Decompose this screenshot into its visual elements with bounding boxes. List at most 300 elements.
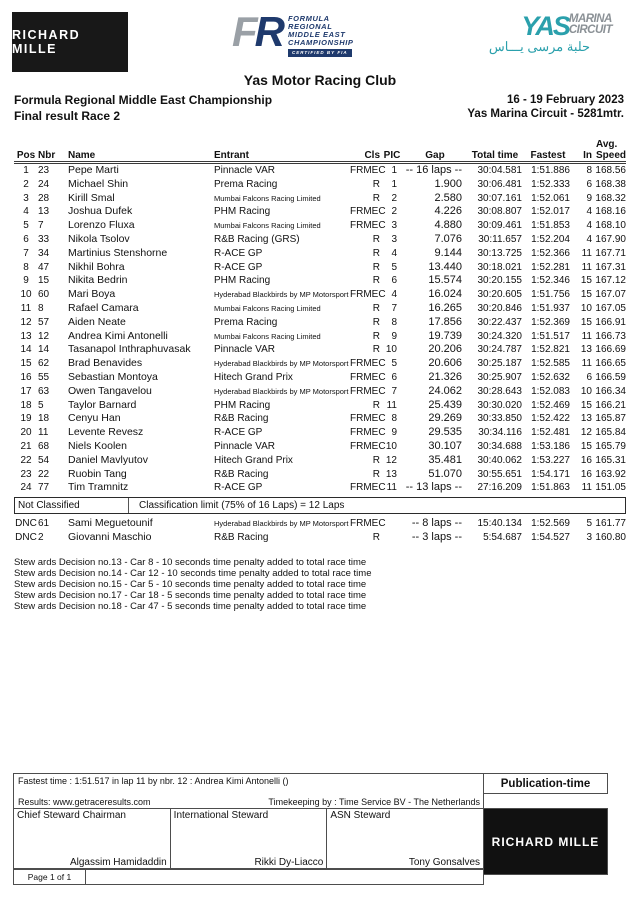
cell-fastest: 1:52.481 xyxy=(531,427,570,439)
cell-gap: 17.856 xyxy=(428,315,462,328)
table-row xyxy=(14,440,626,454)
cell-cls: R xyxy=(372,399,380,411)
cell-in: 15 xyxy=(580,275,592,287)
cell-nbr: 33 xyxy=(38,233,50,245)
cell-total: 30:20.605 xyxy=(477,289,522,301)
cell-pos: 5 xyxy=(23,220,29,232)
cell-name: Martinius Stenshorne xyxy=(68,246,168,259)
cell-nbr: 77 xyxy=(38,482,50,494)
cell-in: 15 xyxy=(580,289,592,301)
cell-speed: 165.84 xyxy=(595,427,626,439)
cell-in: 11 xyxy=(581,358,592,370)
cell-gap: 21.326 xyxy=(428,370,462,383)
cell-total: 30:25.907 xyxy=(477,371,522,383)
cell-total: 30:11.657 xyxy=(478,233,522,245)
stewards-signature-row xyxy=(13,808,484,869)
results-url[interactable]: Results: www.getraceresults.com xyxy=(18,797,151,807)
cell-in: 11 xyxy=(581,482,592,494)
cell-speed: 166.34 xyxy=(595,385,626,397)
cell-name: Nikita Bedrin xyxy=(68,274,128,287)
cell-cls: R xyxy=(372,178,380,190)
cell-entrant: Hitech Grand Prix xyxy=(214,454,293,466)
cell-name: Lorenzo Fluxa xyxy=(68,219,135,232)
richard-mille-footer-text: RICHARD MILLE xyxy=(491,834,600,849)
cell-pos: 23 xyxy=(20,468,32,480)
cell-name: Aiden Neate xyxy=(68,315,126,328)
cell-pos: 2 xyxy=(23,178,29,190)
cell-in: 11 xyxy=(581,261,592,273)
cell-name: Levente Revesz xyxy=(68,426,144,439)
cell-cls: FRMEC xyxy=(350,371,386,383)
cell-pos: 12 xyxy=(20,316,32,328)
cell-pic: 7 xyxy=(391,302,397,314)
cell-entrant: R&B Racing xyxy=(214,531,269,543)
cell-speed: 167.71 xyxy=(595,247,626,259)
cell-name: Daniel Mavlyutov xyxy=(68,453,148,466)
results-header-row xyxy=(14,139,626,163)
cell-fastest: 1:51.756 xyxy=(531,289,570,301)
cell-total: 30:20.155 xyxy=(477,275,522,287)
cell-entrant: PHM Racing xyxy=(214,399,271,411)
cell-fastest: 1:52.632 xyxy=(531,371,570,383)
cell-pic: 4 xyxy=(391,247,397,259)
table-row xyxy=(14,288,626,302)
fr-championship-logo xyxy=(232,8,354,57)
cell-total: 30:25.187 xyxy=(477,358,522,370)
cell-fastest: 1:52.333 xyxy=(531,178,570,190)
cell-speed: 166.21 xyxy=(595,399,626,411)
fr-logo-r-glyph: R xyxy=(254,8,282,55)
yas-logo-arabic-text: حلبة مرسى يـــاس xyxy=(488,39,591,54)
cell-cls: R xyxy=(372,275,380,287)
cell-entrant: Hyderabad Blackbirds by MP Motorsport xyxy=(214,386,349,396)
cell-in: 11 xyxy=(581,247,592,259)
cell-cls: R xyxy=(372,316,380,328)
cell-pic: 10 xyxy=(385,344,397,356)
steward-label: Chief Steward Chairman xyxy=(17,810,126,821)
cell-pic: 11 xyxy=(386,482,397,494)
cell-nbr: 47 xyxy=(38,261,50,273)
cell-total: 30:06.481 xyxy=(477,178,522,190)
results-table xyxy=(14,139,626,495)
cell-gap: 20.206 xyxy=(428,343,462,356)
cell-gap: 25.439 xyxy=(428,398,462,411)
cell-entrant: R&B Racing (GRS) xyxy=(214,233,300,245)
cell-fastest: 1:52.281 xyxy=(531,261,570,273)
table-row xyxy=(14,343,626,357)
fr-logo-line1: FORMULA xyxy=(288,14,330,23)
cell-entrant: Mumbai Falcons Racing Limited xyxy=(214,221,321,231)
steward-name: Rikki Dy-Liacco xyxy=(254,857,324,868)
cell-total: 30:24.320 xyxy=(477,330,522,342)
cell-pic: 3 xyxy=(391,220,397,232)
fastest-time-text: Fastest time : 1:51.517 in lap 11 by nbr. 12 : Andrea Kimi Antonelli () xyxy=(18,776,289,786)
fr-logo-line3: MIDDLE EAST xyxy=(288,30,346,39)
cell-name: Tim Tramnitz xyxy=(68,481,129,494)
cell-pos: 4 xyxy=(23,206,29,218)
cell-nbr: 55 xyxy=(38,371,50,383)
cell-cls: R xyxy=(372,531,380,543)
cell-entrant: Mumbai Falcons Racing Limited xyxy=(214,331,321,341)
cell-name: Brad Benavides xyxy=(68,357,143,370)
cell-name: Mari Boya xyxy=(68,288,116,301)
cell-fastest: 1:53.186 xyxy=(531,440,570,452)
col-header-entrant: Entrant xyxy=(214,139,350,163)
cell-cls: R xyxy=(372,192,380,204)
cell-total: 30:40.062 xyxy=(477,454,522,466)
cell-cls: R xyxy=(372,247,380,259)
cell-gap: 13.440 xyxy=(428,260,462,273)
cell-speed: 163.92 xyxy=(595,468,626,480)
cell-total: 30:55.651 xyxy=(477,468,522,480)
cell-nbr: 18 xyxy=(38,413,50,425)
table-row xyxy=(14,261,626,275)
cell-gap: 19.739 xyxy=(428,329,462,342)
cell-nbr: 13 xyxy=(38,206,50,218)
fr-logo-line4: CHAMPIONSHIP xyxy=(288,38,354,47)
cell-name: Rafael Camara xyxy=(68,301,139,314)
table-row xyxy=(14,517,626,531)
cell-total: 27:16.209 xyxy=(477,482,522,494)
cell-entrant: R&B Racing xyxy=(214,468,269,480)
cell-in: 13 xyxy=(580,344,592,356)
table-row xyxy=(14,247,626,261)
table-row xyxy=(14,481,626,495)
cell-pic: 6 xyxy=(391,371,397,383)
cell-fastest: 1:52.469 xyxy=(531,399,570,411)
col-header-name: Name xyxy=(68,139,214,163)
cell-in: 6 xyxy=(586,371,592,383)
cell-speed: 165.79 xyxy=(595,440,626,452)
cell-nbr: 57 xyxy=(38,316,50,328)
cell-pic: 6 xyxy=(391,275,397,287)
cell-in: 16 xyxy=(580,468,592,480)
cell-name: Nikhil Bohra xyxy=(68,260,125,273)
cell-nbr: 61 xyxy=(38,518,50,530)
publication-time-box xyxy=(483,773,608,794)
cell-total: 30:22.437 xyxy=(477,316,522,328)
cell-entrant: Pinnacle VAR xyxy=(214,440,275,452)
cell-in: 15 xyxy=(580,440,592,452)
cell-nbr: 23 xyxy=(38,165,50,176)
cell-speed: 166.69 xyxy=(595,344,626,356)
cell-pos: 18 xyxy=(20,399,32,411)
cell-in: 3 xyxy=(586,531,592,543)
table-row xyxy=(14,468,626,482)
cell-pic: 8 xyxy=(391,316,397,328)
speed-label: Speed xyxy=(595,150,626,161)
cell-pos: DNC xyxy=(15,531,37,543)
cell-gap: 20.606 xyxy=(428,357,462,370)
table-row xyxy=(14,454,626,468)
cell-name: Andrea Kimi Antonelli xyxy=(68,329,168,342)
table-row xyxy=(14,233,626,247)
cell-nbr: 60 xyxy=(38,289,50,301)
cell-cls: FRMEC xyxy=(350,440,386,452)
table-row xyxy=(14,412,626,426)
cell-pos: 21 xyxy=(20,440,32,452)
classification-limit-text: Classification limit (75% of 16 Laps) = 12 Laps xyxy=(139,500,345,512)
cell-fastest: 1:52.346 xyxy=(531,275,570,287)
cell-entrant: Hyderabad Blackbirds by MP Motorsport xyxy=(214,519,349,529)
cell-total: 30:09.461 xyxy=(477,220,522,232)
cell-cls: FRMEC xyxy=(350,413,386,425)
page-number: Page 1 of 1 xyxy=(27,872,72,882)
cell-in: 15 xyxy=(580,316,592,328)
results-section xyxy=(14,139,626,612)
publication-time-label: Publication-time xyxy=(500,777,591,790)
cell-cls: R xyxy=(372,454,380,466)
cell-entrant: Hyderabad Blackbirds by MP Motorsport xyxy=(214,359,349,369)
cell-entrant: R-ACE GP xyxy=(214,482,263,494)
col-header-pos: Pos xyxy=(14,139,38,163)
cell-pic: 13 xyxy=(385,468,397,480)
cell-speed: 166.73 xyxy=(595,330,626,342)
cell-nbr: 34 xyxy=(38,247,50,259)
not-classified-label: Not Classified xyxy=(15,498,129,513)
col-header-cls: Cls xyxy=(350,139,380,163)
fr-logo-certified-badge: CERTIFIED BY FIA xyxy=(288,49,352,57)
cell-nbr: 11 xyxy=(38,427,49,439)
cell-nbr: 22 xyxy=(38,468,50,480)
cell-gap: -- 13 laps -- xyxy=(405,481,462,494)
cell-cls: R xyxy=(372,330,380,342)
cell-in: 9 xyxy=(586,192,592,204)
cell-pic: 12 xyxy=(385,454,397,466)
steward-name: Tony Gonsalves xyxy=(408,857,481,868)
cell-pos: 8 xyxy=(23,261,29,273)
cell-pos: 14 xyxy=(20,344,32,356)
cell-entrant: Prema Racing xyxy=(214,316,278,328)
cell-total: 30:34.116 xyxy=(478,427,522,439)
cell-nbr: 54 xyxy=(38,454,50,466)
richard-mille-logo xyxy=(12,12,128,72)
cell-fastest: 1:51.517 xyxy=(531,330,570,342)
cell-gap: 15.574 xyxy=(428,274,462,287)
cell-pos: 13 xyxy=(20,330,32,342)
cell-pos: 1 xyxy=(23,165,29,176)
table-row xyxy=(14,330,626,344)
cell-pos: 17 xyxy=(20,385,32,397)
cell-name: Cenyu Han xyxy=(68,412,121,425)
page-number-box xyxy=(13,869,86,885)
fr-logo-f-glyph: F xyxy=(232,8,255,55)
cell-fastest: 1:54.171 xyxy=(531,468,570,480)
col-header-in: In xyxy=(572,139,592,163)
cell-speed: 167.31 xyxy=(595,261,626,273)
fr-logo-line2: REGIONAL xyxy=(288,22,333,31)
cell-fastest: 1:52.017 xyxy=(531,206,570,218)
cell-gap: 16.024 xyxy=(428,288,462,301)
cell-gap: 24.062 xyxy=(428,384,462,397)
cell-gap: 29.535 xyxy=(428,426,462,439)
steward-cell-asn xyxy=(326,808,484,869)
cell-in: 11 xyxy=(581,330,592,342)
col-header-nbr: Nbr xyxy=(38,139,68,163)
cell-pic: 8 xyxy=(391,413,397,425)
cell-in: 5 xyxy=(586,518,592,530)
stewards-decision-line: Stew ards Decision no.13 - Car 8 - 10 seconds time penalty added to total race time xyxy=(14,556,367,568)
cell-pos: 10 xyxy=(20,289,32,301)
cell-speed: 166.91 xyxy=(595,316,626,328)
cell-total: 30:34.688 xyxy=(477,440,522,452)
cell-entrant: R-ACE GP xyxy=(214,427,263,439)
cell-fastest: 1:52.369 xyxy=(531,316,570,328)
table-row xyxy=(14,302,626,316)
cell-speed: 168.32 xyxy=(595,192,626,204)
col-header-total-time: Total time xyxy=(466,139,524,163)
cell-name: Tasanapol Inthraphuvasak xyxy=(68,343,191,356)
cell-total: 30:24.787 xyxy=(477,344,522,356)
cell-entrant: Mumbai Falcons Racing Limited xyxy=(214,303,321,313)
cell-in: 13 xyxy=(580,413,592,425)
cell-in: 15 xyxy=(580,399,592,411)
cell-in: 10 xyxy=(580,302,592,314)
cell-gap: 4.880 xyxy=(434,219,462,232)
cell-fastest: 1:52.083 xyxy=(531,385,570,397)
col-header-pic: PIC xyxy=(380,139,404,163)
cell-fastest: 1:52.204 xyxy=(531,233,570,245)
cell-speed: 167.90 xyxy=(595,233,626,245)
circuit-info: Yas Marina Circuit - 5281mtr. xyxy=(467,108,624,120)
cell-speed: 168.56 xyxy=(595,165,626,176)
cell-gap: 2.580 xyxy=(434,191,462,204)
championship-title: Formula Regional Middle East Championship xyxy=(14,93,273,107)
cell-total: 30:07.161 xyxy=(477,192,522,204)
cell-cls: FRMEC xyxy=(350,165,386,176)
cell-name: Joshua Dufek xyxy=(68,205,133,218)
cell-fastest: 1:52.061 xyxy=(531,192,570,204)
cell-speed: 166.59 xyxy=(595,371,626,383)
cell-pic: 11 xyxy=(386,399,397,411)
cell-cls: FRMEC xyxy=(350,206,386,218)
cell-cls: R xyxy=(372,344,380,356)
event-subtitle xyxy=(14,93,272,124)
cell-cls: R xyxy=(372,261,380,273)
table-row xyxy=(14,357,626,371)
cell-pos: DNC xyxy=(15,518,37,530)
richard-mille-logo-text: RICHARD MILLE xyxy=(12,28,81,56)
cell-fastest: 1:52.422 xyxy=(531,413,570,425)
cell-entrant: Hyderabad Blackbirds by MP Motorsport xyxy=(214,290,349,300)
stewards-decision-line: Stew ards Decision no.18 - Car 47 - 5 seconds time penalty added to total race time xyxy=(14,600,367,612)
cell-name: Pepe Marti xyxy=(68,164,119,176)
cell-nbr: 7 xyxy=(38,220,44,232)
cell-pic xyxy=(380,531,404,545)
cell-entrant: R-ACE GP xyxy=(214,247,263,259)
cell-total: 30:18.021 xyxy=(477,261,522,273)
cell-nbr: 14 xyxy=(38,344,50,356)
cell-speed: 165.31 xyxy=(595,454,626,466)
page-row-filler xyxy=(85,869,484,885)
cell-pic: 5 xyxy=(391,261,397,273)
cell-pic: 4 xyxy=(391,289,397,301)
cell-cls: R xyxy=(372,233,380,245)
cell-nbr: 12 xyxy=(38,330,50,342)
not-classified-bar xyxy=(14,497,626,514)
table-row xyxy=(14,274,626,288)
cell-nbr: 24 xyxy=(38,178,50,190)
cell-gap: 29.269 xyxy=(428,412,462,425)
cell-cls: R xyxy=(372,468,380,480)
cell-fastest: 1:53.227 xyxy=(531,454,570,466)
cell-cls: FRMEC xyxy=(350,358,386,370)
event-dates: 16 - 19 February 2023 xyxy=(507,94,624,106)
cell-entrant: R&B Racing xyxy=(214,413,269,425)
cell-pic: 3 xyxy=(391,233,397,245)
cell-pos: 11 xyxy=(20,302,32,314)
table-row xyxy=(14,426,626,440)
cell-pos: 16 xyxy=(20,371,32,383)
cell-name: Nikola Tsolov xyxy=(68,232,130,245)
cell-nbr: 2 xyxy=(38,531,44,543)
table-row xyxy=(14,371,626,385)
cell-name: Sebastian Montoya xyxy=(68,370,158,383)
cell-in: 4 xyxy=(586,233,592,245)
cell-gap: -- 3 laps -- xyxy=(411,530,462,543)
cell-entrant: Prema Racing xyxy=(214,178,278,190)
cell-pic: 9 xyxy=(391,330,397,342)
cell-fastest: 1:52.821 xyxy=(531,344,570,356)
avg-label: Avg. xyxy=(595,139,618,150)
cell-nbr: 68 xyxy=(38,440,50,452)
table-row xyxy=(14,205,626,219)
table-row xyxy=(14,385,626,399)
cell-in: 8 xyxy=(586,165,592,176)
cell-in: 4 xyxy=(586,206,592,218)
cell-fastest: 1:52.569 xyxy=(531,518,570,530)
col-header-gap: Gap xyxy=(404,139,466,163)
cell-entrant: Pinnacle VAR xyxy=(214,344,275,356)
cell-entrant: Pinnacle VAR xyxy=(214,165,275,176)
cell-total: 30:33.850 xyxy=(477,413,522,425)
cell-pos: 3 xyxy=(23,192,29,204)
cell-gap: -- 16 laps -- xyxy=(405,164,462,176)
cell-total: 30:20.846 xyxy=(477,302,522,314)
event-info xyxy=(467,93,624,121)
cell-pic: 2 xyxy=(391,206,397,218)
cell-nbr: 5 xyxy=(38,399,44,411)
cell-name: Owen Tangavelou xyxy=(68,384,152,397)
cell-entrant: Mumbai Falcons Racing Limited xyxy=(214,193,321,203)
result-title: Final result Race 2 xyxy=(14,108,121,123)
cell-gap: 9.144 xyxy=(434,246,462,259)
cell-total: 30:28.643 xyxy=(477,385,522,397)
cell-nbr: 8 xyxy=(38,302,44,314)
cell-cls: FRMEC xyxy=(350,518,386,530)
steward-label: ASN Steward xyxy=(330,810,391,821)
cell-entrant: PHM Racing xyxy=(214,275,271,287)
cell-total: 30:04.581 xyxy=(477,165,522,176)
cell-nbr: 28 xyxy=(38,192,50,204)
cell-total: 30:30.020 xyxy=(477,399,522,411)
cell-nbr: 63 xyxy=(38,385,50,397)
cell-pos: 20 xyxy=(20,427,32,439)
richard-mille-footer-logo xyxy=(483,808,608,875)
cell-fastest: 1:51.886 xyxy=(531,165,570,176)
cell-in: 10 xyxy=(580,385,592,397)
cell-total: 5:54.687 xyxy=(483,531,522,543)
steward-name: Algassim Hamidaddin xyxy=(69,857,167,868)
yas-logo-wordmark: YAS xyxy=(521,11,569,41)
table-row xyxy=(14,163,626,178)
cell-speed: 168.10 xyxy=(595,220,626,232)
cell-fastest: 1:54.527 xyxy=(531,531,570,543)
cell-in: 16 xyxy=(580,454,592,466)
cell-entrant: R-ACE GP xyxy=(214,261,263,273)
cell-fastest: 1:51.863 xyxy=(531,482,570,494)
cell-speed: 161.77 xyxy=(595,518,626,530)
